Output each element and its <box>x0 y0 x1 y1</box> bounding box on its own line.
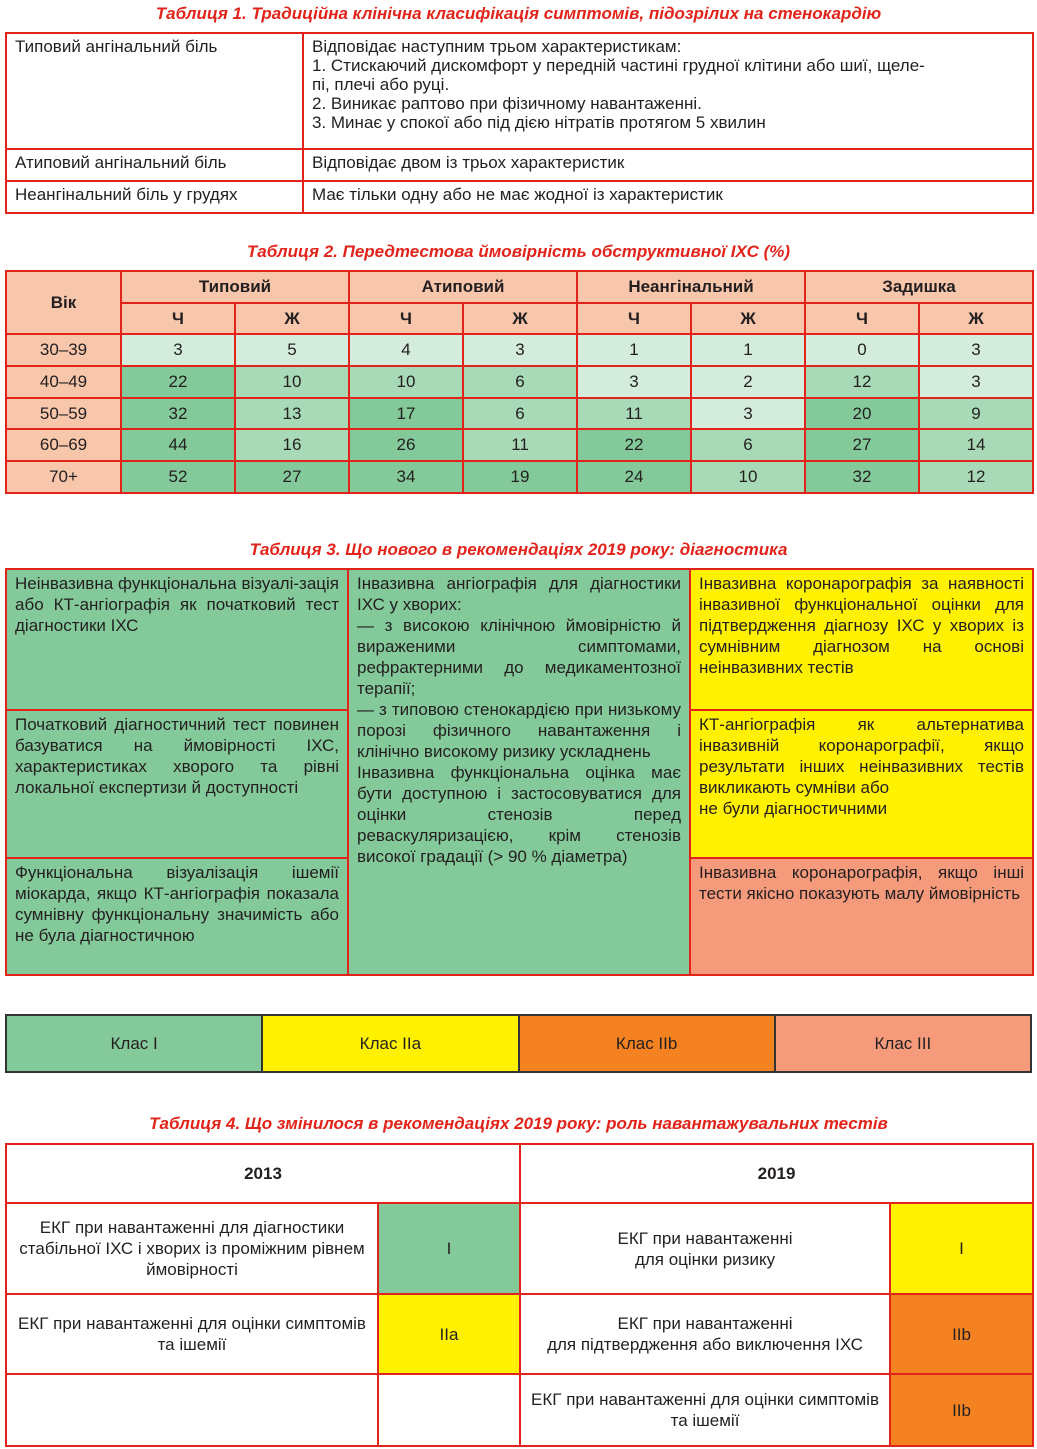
legend-class-iii: Клас III <box>776 1016 1030 1071</box>
table-row <box>6 429 1033 461</box>
group-header: Атиповий <box>349 271 577 303</box>
row-label: Атиповий ангінальний біль <box>6 149 303 181</box>
probability-cell: 4 <box>349 334 463 366</box>
probability-cell: 1 <box>577 334 691 366</box>
table4-caption: Таблиця 4. Що змінилося в рекомендаціях 2019 року: роль навантажувальних тестів <box>149 1114 888 1133</box>
pretest-probability-table <box>5 270 1034 494</box>
table-row <box>6 334 1033 366</box>
recommendation-cell: Інвазивна ангіографія для діагностики ІХС у хворих: — з високою клінічною ймовірністю й вираженими симптомами, рефрактерними до медикаментозної терапії; — з типовою стенокардією при низькому порозі фізичного навантаження і клінічно високому ризику ускладнень Інвазивна функціональна оцінка має бути доступною і застосовуватися для оцінки стенозів перед реваскуляризацією, крім стенозів високої градації (> 90 % діаметра) <box>357 574 681 866</box>
probability-cell: 3 <box>919 334 1033 366</box>
probability-cell: 3 <box>577 366 691 398</box>
probability-cell: 3 <box>691 398 805 430</box>
recommendation-cell: Функціональна візуалізація ішемії міокарда, якщо КТ-ангіографія показала сумнівну функціональну значимість або не була діагностичною <box>6 858 348 975</box>
probability-cell: 24 <box>577 461 691 493</box>
test-2013: ЕКГ при навантаженні для діагностики стабільної ІХС і хворих із проміжним рівнем ймовірності <box>6 1203 378 1294</box>
probability-cell: 14 <box>919 429 1033 461</box>
probability-cell: 20 <box>805 398 919 430</box>
table-row <box>6 149 1033 181</box>
probability-cell: 34 <box>349 461 463 493</box>
row-text: Відповідає наступним трьом характеристикам: 1. Стискаючий дискомфорт у передній частині грудної клітини або шиї, щеле- пі, плечі або руці. 2. Виникає раптово при фізичному навантаженні. 3. Минає у спокої або під дією нітратів протягом 5 хвилин <box>312 37 925 132</box>
probability-cell: 12 <box>805 366 919 398</box>
probability-cell: 2 <box>691 366 805 398</box>
probability-cell: 9 <box>919 398 1033 430</box>
probability-cell: 19 <box>463 461 577 493</box>
probability-cell: 5 <box>235 334 349 366</box>
probability-cell: 16 <box>235 429 349 461</box>
group-header: Задишка <box>805 271 1033 303</box>
legend-class-iia: Клас IIa <box>263 1016 519 1071</box>
probability-cell: 3 <box>121 334 235 366</box>
probability-cell: 44 <box>121 429 235 461</box>
probability-cell: 10 <box>349 366 463 398</box>
table1-caption: Таблиця 1. Традиційна клінічна класифікація симптомів, підозрілих на стенокардію <box>155 4 882 23</box>
recommendation-cell: КТ-ангіографія як альтернатива інвазивній коронарографії, якщо результати інших неінвазивних тестів викликають сумніви або не були діагностичними <box>699 715 1024 818</box>
sex-header: Ч <box>805 303 919 335</box>
probability-cell: 27 <box>805 429 919 461</box>
table-row <box>6 181 1033 213</box>
row-text: Відповідає двом із трьох характеристик <box>303 149 1033 181</box>
row-label: Неангінальний біль у грудях <box>6 181 303 213</box>
probability-cell: 11 <box>463 429 577 461</box>
test-2013: ЕКГ при навантаженні для оцінки симптомів та ішемії <box>6 1294 378 1374</box>
table-row <box>6 1203 1033 1294</box>
header-row <box>6 1144 1033 1203</box>
table-row <box>6 33 1033 149</box>
sex-header-row <box>6 303 1033 335</box>
class-2019: I <box>890 1203 1033 1294</box>
probability-cell: 13 <box>235 398 349 430</box>
probability-cell: 52 <box>121 461 235 493</box>
probability-cell: 6 <box>463 366 577 398</box>
age-cell: 40–49 <box>6 366 121 398</box>
class-2013 <box>378 1374 520 1446</box>
probability-cell: 1 <box>691 334 805 366</box>
probability-cell: 10 <box>691 461 805 493</box>
probability-cell: 26 <box>349 429 463 461</box>
legend-class-i: Клас I <box>7 1016 263 1071</box>
table-row <box>6 1374 1033 1446</box>
header-row <box>6 271 1033 303</box>
table-row <box>6 398 1033 430</box>
table-row <box>6 1294 1033 1374</box>
probability-cell: 22 <box>121 366 235 398</box>
recommendation-cell: Початковий діагностичний тест повинен базуватися на ймовірності ІХС, характеристиках хворого та рівні локальної експертизи й доступності <box>6 710 348 858</box>
probability-cell: 3 <box>919 366 1033 398</box>
row-label: Типовий ангінальний біль <box>6 33 303 149</box>
probability-cell: 0 <box>805 334 919 366</box>
table3-caption: Таблиця 3. Що нового в рекомендаціях 2019 року: діагностика <box>249 540 788 559</box>
probability-cell: 17 <box>349 398 463 430</box>
group-header: Типовий <box>121 271 349 303</box>
test-2013 <box>6 1374 378 1446</box>
table-row <box>6 461 1033 493</box>
probability-cell: 12 <box>919 461 1033 493</box>
class-legend <box>5 1014 1032 1073</box>
recommendation-cell: Інвазивна коронарографія за наявності інвазивної функціональної оцінки для підтвердження діагнозу ІХС у хворих із сумнівним діагнозом на основі неінвазивних тестів <box>690 569 1033 710</box>
symptom-classification-table <box>5 32 1034 214</box>
recommendation-cell: Інвазивна коронарографія, якщо інші тести якісно показують малу ймовірність <box>690 858 1033 975</box>
probability-cell: 22 <box>577 429 691 461</box>
class-2013: I <box>378 1203 520 1294</box>
test-2019: ЕКГ при навантаженні для оцінки ризику <box>617 1228 793 1269</box>
age-header: Вік <box>6 271 121 334</box>
header-2019: 2019 <box>520 1144 1033 1203</box>
probability-cell: 11 <box>577 398 691 430</box>
legend-class-iib: Клас IIb <box>520 1016 776 1071</box>
sex-header: Ж <box>463 303 577 335</box>
sex-header: Ж <box>919 303 1033 335</box>
recommendation-cell: Неінвазивна функціональна візуалі-зація або КТ-ангіографія як початковий тест діагностики ІХС <box>6 569 348 710</box>
probability-cell: 10 <box>235 366 349 398</box>
sex-header: Ч <box>349 303 463 335</box>
class-2019: IIb <box>890 1294 1033 1374</box>
probability-cell: 27 <box>235 461 349 493</box>
sex-header: Ч <box>577 303 691 335</box>
probability-cell: 32 <box>805 461 919 493</box>
age-cell: 60–69 <box>6 429 121 461</box>
test-2019: ЕКГ при навантаженні для оцінки симптомів та ішемії <box>520 1374 890 1446</box>
row-text: Має тільки одну або не має жодної із характеристик <box>303 181 1033 213</box>
stress-test-changes-table <box>5 1143 1034 1447</box>
probability-cell: 3 <box>463 334 577 366</box>
header-2013: 2013 <box>6 1144 520 1203</box>
probability-cell: 32 <box>121 398 235 430</box>
group-header: Неангінальний <box>577 271 805 303</box>
sex-header: Ж <box>235 303 349 335</box>
probability-cell: 6 <box>463 398 577 430</box>
table-row <box>6 366 1033 398</box>
age-cell: 50–59 <box>6 398 121 430</box>
table2-caption: Таблиця 2. Передтестова ймовірність обструктивної ІХС (%) <box>246 242 791 261</box>
class-2019: IIb <box>890 1374 1033 1446</box>
table-row <box>6 569 1033 710</box>
sex-header: Ч <box>121 303 235 335</box>
test-2019: ЕКГ при навантаженні для підтвердження або виключення ІХС <box>547 1314 863 1354</box>
age-cell: 70+ <box>6 461 121 493</box>
diagnostics-recommendations-table <box>5 568 1034 976</box>
age-cell: 30–39 <box>6 334 121 366</box>
class-2013: IIa <box>378 1294 520 1374</box>
probability-cell: 6 <box>691 429 805 461</box>
sex-header: Ж <box>691 303 805 335</box>
